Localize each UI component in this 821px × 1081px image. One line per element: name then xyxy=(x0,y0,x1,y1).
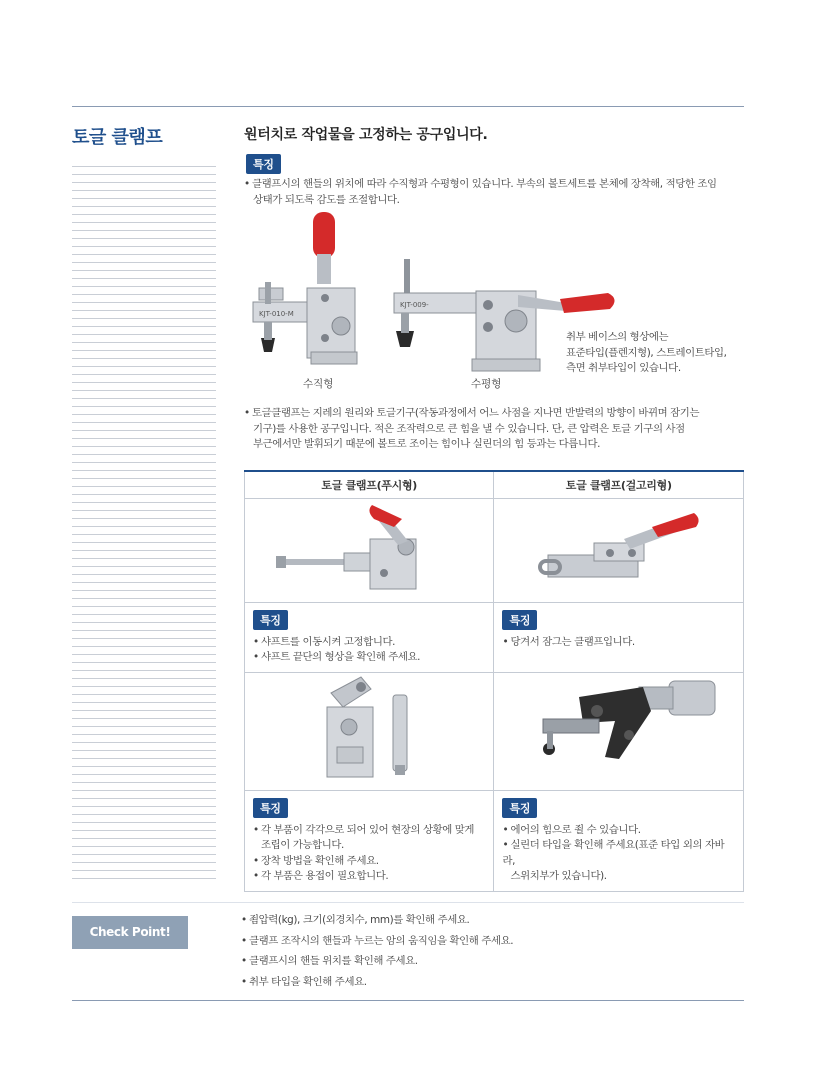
page-heading: 원터치로 작업물을 고정하는 공구입니다. xyxy=(244,127,488,143)
vertical-clamp-image xyxy=(245,210,365,370)
block-feature-badge: 특징 xyxy=(253,798,288,818)
feature-description-1: • 클램프시의 핸들의 위치에 따라 수직형과 수평형이 있습니다. 부속의 볼트세트를 본체에 장착해, 적당한 조임 상태가 되도록 감도를 조절합니다. xyxy=(244,178,717,206)
check-item: • 클램프시의 핸들 위치를 확인해 주세요. xyxy=(241,955,418,967)
air-clamp-image xyxy=(519,673,719,779)
latch-clamp-image-cell xyxy=(494,498,744,602)
check-point-button[interactable]: Check Point! xyxy=(72,916,188,949)
horizontal-clamp-label: KJT-009- xyxy=(400,301,429,309)
bottom-divider xyxy=(72,1000,744,1001)
air-clamp-image-cell xyxy=(494,672,744,790)
check-item: • 죔압력(kg), 크기(외경치수, mm)를 확인해 주세요. xyxy=(241,914,470,926)
block-features-cell: 특징 • 각 부품이 각각으로 되어 있어 현장의 상황에 맞게 조립이 가능합니다. • 장착 방법을 확인해 주세요. • 각 부품은 용접이 필요합니다. xyxy=(245,790,494,891)
latch-clamp-image xyxy=(534,499,704,595)
horizontal-caption: 수평형 xyxy=(471,378,502,390)
push-type-header: 토글 클램프(푸시형) xyxy=(245,471,494,498)
vertical-clamp-label: KJT-010-M xyxy=(259,310,294,318)
push-feature-badge: 특징 xyxy=(253,610,288,630)
check-divider xyxy=(72,902,744,903)
clamp-type-table xyxy=(244,470,744,892)
latch-type-header: 토글 클램프(걸고리형) xyxy=(494,471,744,498)
push-features-cell: 특징 • 샤프트를 이동시켜 고정합니다. • 샤프트 끝단의 형상을 확인해 주세요. xyxy=(245,602,494,672)
vertical-caption: 수직형 xyxy=(303,378,334,390)
top-divider xyxy=(72,106,744,107)
check-item: • 취부 타입을 확인해 주세요. xyxy=(241,975,367,988)
block-clamp-image-cell xyxy=(245,672,494,790)
mounting-note: 취부 베이스의 형상에는 표준타입(플렌지형), 스트레이트타입, 측면 취부타입이 있습니다. xyxy=(566,331,727,374)
check-item: • 클램프 조작시의 핸들과 누르는 암의 움직임을 확인해 주세요. xyxy=(241,934,514,947)
air-feature-badge: 특징 xyxy=(502,798,537,818)
push-clamp-image xyxy=(274,499,464,595)
block-clamp-image xyxy=(309,673,429,779)
feature-description-2: • 토글클램프는 지레의 원리와 토글기구(작동과정에서 어느 사점을 지나면 반발력의 방향이 바뀌며 잠기는 기구)를 사용한 공구입니다. 적은 조작력으로 큰 힘을 낼 수 있습니다. 단, 큰 압력은 토글 기구의 사점 부근에서만 발휘되기 때문에 볼트로 조이는 힘이나 실린더의 힘 등과는 다릅니다. xyxy=(244,407,700,450)
air-features-cell: 특징 • 에어의 힘으로 죌 수 있습니다. • 실린더 타입을 확인해 주세요(표준 타입 외의 자바라, 스위치부가 있습니다). xyxy=(494,790,744,891)
section-title: 토글 클램프 xyxy=(72,127,163,148)
feature-badge: 특징 xyxy=(246,154,281,174)
decorative-lines xyxy=(72,166,216,886)
push-clamp-image-cell xyxy=(245,498,494,602)
check-point-list xyxy=(241,910,513,992)
latch-features-cell: 특징 • 당겨서 잠그는 클램프입니다. xyxy=(494,602,744,672)
latch-feature-badge: 특징 xyxy=(502,610,537,630)
